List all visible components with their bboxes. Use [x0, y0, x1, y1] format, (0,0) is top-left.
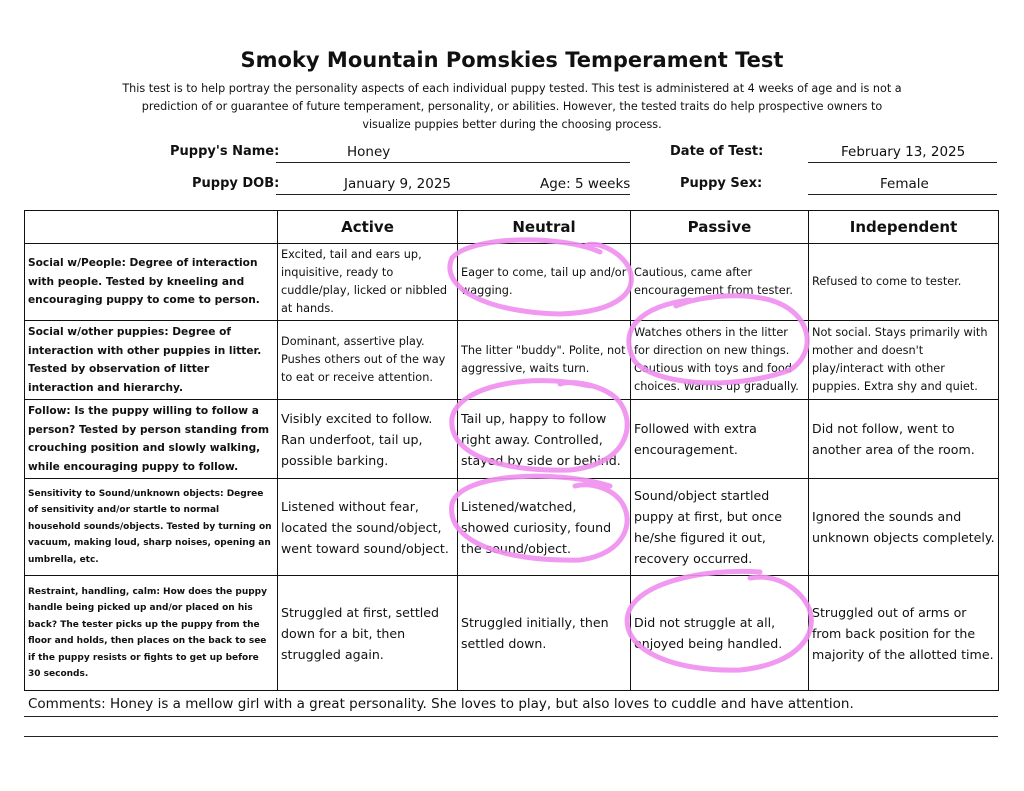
- criterion-social-puppies: Social w/other puppies: Degree of interaction with other puppies in litter. Tested by observation of litter interaction and hierarchy.: [25, 321, 278, 400]
- header-active: Active: [278, 211, 458, 244]
- comments-line-1: [24, 716, 998, 717]
- puppy-sex-line: [808, 194, 997, 195]
- puppy-dob-label: Puppy DOB:: [192, 176, 280, 191]
- puppy-age: Age: 5 weeks: [540, 176, 631, 192]
- cell-neutral: Tail up, happy to follow right away. Controlled, stayed by side or behind.: [458, 400, 631, 479]
- page-title: Smoky Mountain Pomskies Temperament Test: [240, 48, 784, 72]
- puppy-name-label: Puppy's Name:: [170, 144, 280, 159]
- cell-independent: Did not follow, went to another area of the room.: [809, 400, 999, 479]
- cell-independent: Ignored the sounds and unknown objects completely.: [809, 479, 999, 576]
- date-of-test-label: Date of Test:: [670, 144, 764, 159]
- cell-passive: Watches others in the litter for direction on new things. Cautious with toys and food choices. Warms up gradually.: [631, 321, 809, 400]
- puppy-dob-line: [276, 194, 630, 195]
- puppy-sex-value: Female: [880, 176, 929, 192]
- header-passive: Passive: [631, 211, 809, 244]
- header-neutral: Neutral: [458, 211, 631, 244]
- criterion-social-people: Social w/People: Degree of interaction with people. Tested by kneeling and encouraging puppy to come to person.: [25, 244, 278, 321]
- table-header-row: [25, 211, 999, 244]
- comments-text: Comments: Honey is a mellow girl with a great personality. She loves to play, but also loves to cuddle and have attention.: [28, 696, 854, 712]
- table-row: [25, 244, 999, 321]
- cell-neutral: Listened/watched, showed curiosity, found the sound/object.: [458, 479, 631, 576]
- cell-passive: Followed with extra encouragement.: [631, 400, 809, 479]
- table-row: [25, 321, 999, 400]
- date-of-test-line: [808, 162, 997, 163]
- puppy-dob-value: January 9, 2025: [344, 176, 451, 192]
- puppy-name-line: [276, 162, 630, 163]
- criterion-restraint: Restraint, handling, calm: How does the puppy handle being picked up and/or placed on his back? The tester picks up the puppy from the floor and holds, then places on the back to see if the puppy resists or fights to get up before 30 seconds.: [25, 576, 278, 691]
- header-independent: Independent: [809, 211, 999, 244]
- cell-passive: Sound/object startled puppy at first, but once he/she figured it out, recovery occurred.: [631, 479, 809, 576]
- cell-active: Visibly excited to follow. Ran underfoot, tail up, possible barking.: [278, 400, 458, 479]
- cell-neutral: The litter "buddy". Polite, not aggressive, waits turn.: [458, 321, 631, 400]
- cell-passive: Did not struggle at all, enjoyed being handled.: [631, 576, 809, 691]
- criterion-follow: Follow: Is the puppy willing to follow a person? Tested by person standing from crouching position and slowly walking, while encouraging puppy to follow.: [25, 400, 278, 479]
- table-row: [25, 479, 999, 576]
- table-row: [25, 576, 999, 691]
- date-of-test-value: February 13, 2025: [841, 144, 966, 160]
- cell-active: Excited, tail and ears up, inquisitive, ready to cuddle/play, licked or nibbled at hands.: [278, 244, 458, 321]
- cell-neutral: Eager to come, tail up and/or wagging.: [458, 244, 631, 321]
- cell-neutral: Struggled initially, then settled down.: [458, 576, 631, 691]
- cell-independent: Struggled out of arms or from back position for the majority of the allotted time.: [809, 576, 999, 691]
- cell-active: Listened without fear, located the sound/object, went toward sound/object.: [278, 479, 458, 576]
- cell-passive: Cautious, came after encouragement from tester.: [631, 244, 809, 321]
- cell-active: Struggled at first, settled down for a bit, then struggled again.: [278, 576, 458, 691]
- puppy-name-value: Honey: [347, 144, 391, 160]
- puppy-sex-label: Puppy Sex:: [680, 176, 763, 191]
- table-row: [25, 400, 999, 479]
- cell-independent: Not social. Stays primarily with mother and doesn't play/interact with other puppies. Extra shy and quiet.: [809, 321, 999, 400]
- temperament-table: [24, 210, 999, 691]
- header-blank: [25, 211, 278, 244]
- intro-paragraph: This test is to help portray the personality aspects of each individual puppy tested. This test is administered at 4 weeks of age and is not a prediction of or guarantee of future temperament, personality, or abilities. However, the tested traits do help prospective owners to visualize puppies better during the choosing process.: [122, 82, 902, 131]
- cell-independent: Refused to come to tester.: [809, 244, 999, 321]
- comments-line-2: [24, 736, 998, 737]
- criterion-sensitivity: Sensitivity to Sound/unknown objects: Degree of sensitivity and/or startle to normal household sounds/objects. Tested by turning on vacuum, making loud, sharp noises, opening an umbrella, etc.: [25, 479, 278, 576]
- cell-active: Dominant, assertive play. Pushes others out of the way to eat or receive attention.: [278, 321, 458, 400]
